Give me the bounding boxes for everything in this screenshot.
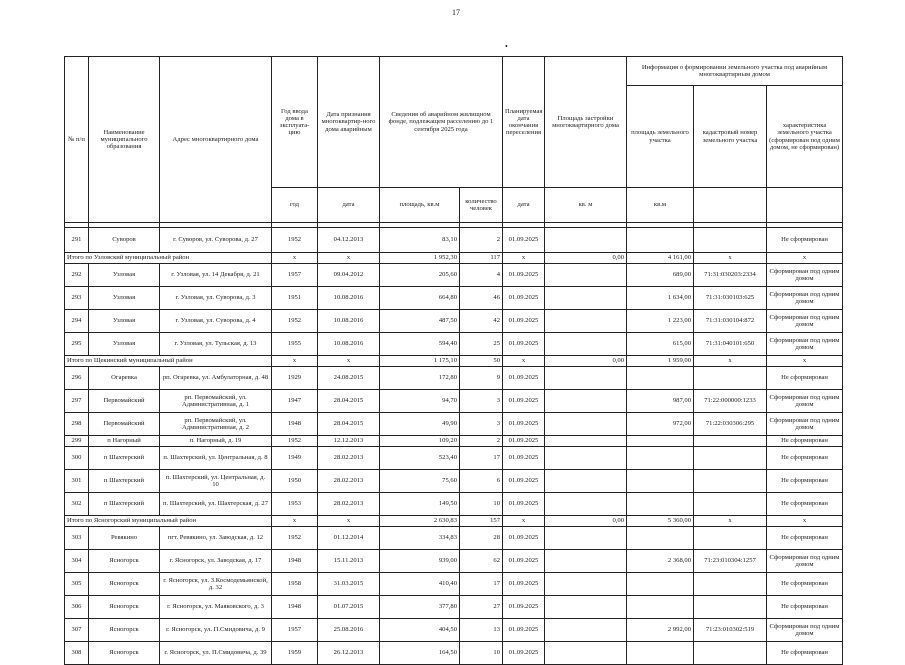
cell-planned-date: 01.09.2025 (503, 264, 545, 287)
cell-land-char: Не сформирован (767, 642, 843, 665)
cell-year: 1953 (272, 493, 318, 516)
cell-date: 10.08.2016 (318, 333, 380, 356)
cell-people: 3 (460, 413, 503, 436)
cell-cadastral (694, 367, 767, 390)
cell-built-area (545, 596, 627, 619)
cell-year: 1952 (272, 527, 318, 550)
cell-date: 01.07.2015 (318, 596, 380, 619)
table-row (65, 493, 843, 516)
cell-municipality: Первомайский (89, 413, 160, 436)
cell-built-area (545, 447, 627, 470)
cell-date: 28.02.2013 (318, 447, 380, 470)
cell-planned-date: 01.09.2025 (503, 228, 545, 253)
cell-year: 1957 (272, 264, 318, 287)
cell-year: 1952 (272, 228, 318, 253)
cell-people: 13 (460, 619, 503, 642)
cell-date: 10.08.2016 (318, 287, 380, 310)
page-mark: • (505, 42, 508, 51)
unit-year: год (272, 188, 318, 223)
cell-planned-date: 01.09.2025 (503, 642, 545, 665)
cell-cadastral (694, 436, 767, 447)
cell-address: г. Ясногорск, ул. Маяковского, д. 3 (160, 596, 272, 619)
cell-land-area: 4 161,00 (627, 253, 694, 264)
cell-year: 1952 (272, 310, 318, 333)
table-row (65, 527, 843, 550)
cell-num: 301 (65, 470, 89, 493)
header-built-area: Площадь застройки многоквартирного дома (545, 57, 627, 188)
cell-municipality: Ясногорск (89, 550, 160, 573)
cell-year: x (272, 516, 318, 527)
cell-land-char: Не сформирован (767, 596, 843, 619)
cell-land-area: 987,00 (627, 390, 694, 413)
unit-planned-date: дата (503, 188, 545, 223)
cell-year: 1948 (272, 413, 318, 436)
cell-municipality: Ясногорск (89, 619, 160, 642)
unit-land-area: кв.м (627, 188, 694, 223)
cell-date: 28.02.2013 (318, 493, 380, 516)
cell-municipality: Узловая (89, 333, 160, 356)
cell-land-area: 2 368,00 (627, 550, 694, 573)
cell-land-area (627, 527, 694, 550)
cell-date: 28.04.2015 (318, 390, 380, 413)
cell-area: 172,80 (380, 367, 460, 390)
table-row (65, 367, 843, 390)
cell-num: 305 (65, 573, 89, 596)
cell-cadastral (694, 447, 767, 470)
cell-municipality: Ясногорск (89, 573, 160, 596)
cell-year: 1955 (272, 333, 318, 356)
cell-land-area (627, 367, 694, 390)
cell-num: 292 (65, 264, 89, 287)
cell-cadastral: 71:23:010302:519 (694, 619, 767, 642)
cell-built-area (545, 287, 627, 310)
header-land-area: площадь земельного участка (627, 86, 694, 188)
cell-date: x (318, 516, 380, 527)
cell-land-area (627, 642, 694, 665)
cell-land-char: Сформирован под одним домом (767, 287, 843, 310)
cell-built-area (545, 470, 627, 493)
cell-cadastral: 71:31:030103:625 (694, 287, 767, 310)
header-planned-date: Планируемая дата окончания переселения (503, 57, 545, 188)
cell-planned-date: x (503, 516, 545, 527)
cell-people: 62 (460, 550, 503, 573)
cell-people: 10 (460, 642, 503, 665)
unit-date: дата (318, 188, 380, 223)
table-body (65, 228, 843, 665)
cell-cadastral: 71:22:030306:295 (694, 413, 767, 436)
cell-cadastral (694, 228, 767, 253)
cell-land-area: 1 634,00 (627, 287, 694, 310)
cell-planned-date: 01.09.2025 (503, 527, 545, 550)
cell-num: 291 (65, 228, 89, 253)
cell-land-area: 1 223,00 (627, 310, 694, 333)
cell-year: 1959 (272, 642, 318, 665)
cell-built-area (545, 413, 627, 436)
cell-people: 46 (460, 287, 503, 310)
cell-cadastral: x (694, 516, 767, 527)
cell-year: x (272, 356, 318, 367)
cell-area: 594,40 (380, 333, 460, 356)
cell-date: 26.12.2013 (318, 642, 380, 665)
cell-num: 302 (65, 493, 89, 516)
cell-land-area: 5 360,00 (627, 516, 694, 527)
page-number: 17 (452, 8, 460, 17)
cell-built-area (545, 228, 627, 253)
cell-municipality: Первомайский (89, 390, 160, 413)
unit-residents: количество человек (460, 188, 503, 223)
header-year: Год ввода дома в эксплуата-цию (272, 57, 318, 188)
cell-cadastral: 71:31:030104:872 (694, 310, 767, 333)
cell-area: 49,90 (380, 413, 460, 436)
cell-municipality: п Шахтерский (89, 447, 160, 470)
cell-date: 12.12.2013 (318, 436, 380, 447)
cell-built-area (545, 390, 627, 413)
cell-year: 1947 (272, 390, 318, 413)
cell-num: 303 (65, 527, 89, 550)
table-row (65, 550, 843, 573)
cell-address: г. Узловая, ул. Суворова, д. 4 (160, 310, 272, 333)
total-row (65, 356, 843, 367)
header-land-info: Информация о формировании земельного участка под аварийным многоквартирным домом (627, 57, 843, 86)
cell-planned-date: 01.09.2025 (503, 413, 545, 436)
cell-address: г. Узловая, ул. Суворова, д. 3 (160, 287, 272, 310)
cell-land-area (627, 436, 694, 447)
cell-land-char: Не сформирован (767, 573, 843, 596)
cell-year: x (272, 253, 318, 264)
cell-num: 304 (65, 550, 89, 573)
cell-land-area: 615,00 (627, 333, 694, 356)
cell-people: 3 (460, 390, 503, 413)
cell-address: рп. Первомайский, ул. Административная, д. 1 (160, 390, 272, 413)
cell-date: 15.11.2013 (318, 550, 380, 573)
cell-num: 299 (65, 436, 89, 447)
table-row (65, 228, 843, 253)
cell-built-area (545, 367, 627, 390)
cell-planned-date: 01.09.2025 (503, 573, 545, 596)
header-municipality: Наименование муниципального образования (89, 57, 160, 223)
cell-built-area (545, 493, 627, 516)
cell-people: 10 (460, 493, 503, 516)
unit-land-char (767, 188, 843, 223)
cell-num: 306 (65, 596, 89, 619)
cell-address: г. Узловая, ул. 14 Декабря, д. 21 (160, 264, 272, 287)
cell-people: 2 (460, 436, 503, 447)
table-row (65, 287, 843, 310)
cell-built-area (545, 264, 627, 287)
total-label: Итого по Узловский муниципальный район (65, 253, 272, 264)
cell-people: 6 (460, 470, 503, 493)
cell-area: 75,60 (380, 470, 460, 493)
cell-municipality: Ясногорск (89, 596, 160, 619)
cell-people: 4 (460, 264, 503, 287)
cell-people: 28 (460, 527, 503, 550)
cell-planned-date: 01.09.2025 (503, 333, 545, 356)
cell-cadastral: 71:31:040101:650 (694, 333, 767, 356)
cell-built-area (545, 550, 627, 573)
cell-municipality: п Нагорный (89, 436, 160, 447)
cell-people: 25 (460, 333, 503, 356)
cell-cadastral: x (694, 356, 767, 367)
table-row (65, 310, 843, 333)
header-land-char: характеристика земельного участка (сформирован под одним домом, не сформирован) (767, 86, 843, 188)
table-row (65, 619, 843, 642)
cell-people: 157 (460, 516, 503, 527)
cell-num: 307 (65, 619, 89, 642)
cell-land-char: Сформирован под одним домом (767, 550, 843, 573)
cell-planned-date: 01.09.2025 (503, 287, 545, 310)
cell-year: 1929 (272, 367, 318, 390)
cell-date: 24.08.2015 (318, 367, 380, 390)
cell-num: 294 (65, 310, 89, 333)
cell-area: 404,50 (380, 619, 460, 642)
cell-land-char: x (767, 516, 843, 527)
cell-planned-date: 01.09.2025 (503, 367, 545, 390)
cell-planned-date: 01.09.2025 (503, 619, 545, 642)
cell-land-char: Сформирован под одним домом (767, 619, 843, 642)
cell-cadastral (694, 493, 767, 516)
cell-built-area: 0,00 (545, 356, 627, 367)
cell-area: 487,50 (380, 310, 460, 333)
cell-area: 939,00 (380, 550, 460, 573)
cell-area: 109,20 (380, 436, 460, 447)
cell-planned-date: 01.09.2025 (503, 390, 545, 413)
cell-cadastral (694, 642, 767, 665)
cell-year: 1949 (272, 447, 318, 470)
cell-people: 17 (460, 573, 503, 596)
cell-land-area: 1 959,00 (627, 356, 694, 367)
cell-address: г. Ясногорск, ул. П.Смидовича, д. 39 (160, 642, 272, 665)
cell-date: 04.12.2013 (318, 228, 380, 253)
cell-date: 28.04.2015 (318, 413, 380, 436)
cell-address: г. Ясногорск, ул. З.Космодемьянской, д. 32 (160, 573, 272, 596)
header-date-emergency: Дата признания многоквартир-ного дома аварийным (318, 57, 380, 188)
emergency-housing-table (64, 56, 843, 665)
cell-date: x (318, 253, 380, 264)
cell-year: 1952 (272, 436, 318, 447)
cell-land-area: 972,00 (627, 413, 694, 436)
cell-date: x (318, 356, 380, 367)
cell-people: 27 (460, 596, 503, 619)
table-row (65, 413, 843, 436)
cell-year: 1957 (272, 619, 318, 642)
cell-address: рп. Первомайский, ул. Административная, д. 2 (160, 413, 272, 436)
table-row (65, 470, 843, 493)
table-row (65, 596, 843, 619)
cell-area: 205,60 (380, 264, 460, 287)
cell-planned-date: 01.09.2025 (503, 436, 545, 447)
cell-municipality: Суворов (89, 228, 160, 253)
unit-built-area: кв. м (545, 188, 627, 223)
cell-date: 10.08.2016 (318, 310, 380, 333)
table-row (65, 447, 843, 470)
cell-municipality: п Шахтерский (89, 493, 160, 516)
cell-municipality: Узловая (89, 264, 160, 287)
cell-land-char: Сформирован под одним домом (767, 333, 843, 356)
cell-area: 149,50 (380, 493, 460, 516)
cell-municipality: Узловая (89, 310, 160, 333)
cell-area: 523,40 (380, 447, 460, 470)
cell-municipality: п Шахтерский (89, 470, 160, 493)
cell-built-area: 0,00 (545, 253, 627, 264)
cell-built-area (545, 619, 627, 642)
cell-land-char: Не сформирован (767, 367, 843, 390)
cell-address: рп. Огаревка, ул. Амбулаторная, д. 48 (160, 367, 272, 390)
cell-address: г. Узловая, ул. Тульская, д. 13 (160, 333, 272, 356)
cell-area: 83,10 (380, 228, 460, 253)
cell-area: 164,50 (380, 642, 460, 665)
table-row (65, 642, 843, 665)
cell-area: 410,40 (380, 573, 460, 596)
cell-people: 9 (460, 367, 503, 390)
cell-municipality: Ясногорск (89, 642, 160, 665)
cell-cadastral (694, 527, 767, 550)
header-cadastral: кадастровый номер земельного участка (694, 86, 767, 188)
cell-land-area: 2 992,00 (627, 619, 694, 642)
cell-num: 300 (65, 447, 89, 470)
total-row (65, 516, 843, 527)
cell-land-char: Не сформирован (767, 447, 843, 470)
cell-address: п. Шахтерский, ул. Центральная, д. 8 (160, 447, 272, 470)
cell-land-area (627, 573, 694, 596)
cell-address: г. Ясногорск, ул. П.Смидовича, д. 9 (160, 619, 272, 642)
cell-built-area (545, 436, 627, 447)
cell-land-char: Не сформирован (767, 470, 843, 493)
cell-year: 1951 (272, 287, 318, 310)
cell-cadastral (694, 596, 767, 619)
cell-address: пгт. Ревякино, ул. Заводская, д. 12 (160, 527, 272, 550)
cell-land-area (627, 447, 694, 470)
cell-year: 1958 (272, 573, 318, 596)
cell-address: п. Шахтерский, ул. Шахтерская, д. 27 (160, 493, 272, 516)
total-label: Итого по Щекинский муниципальный район (65, 356, 272, 367)
cell-people: 50 (460, 356, 503, 367)
cell-date: 31.03.2015 (318, 573, 380, 596)
cell-address: г. Ясногорск, ул. Заводская, д. 17 (160, 550, 272, 573)
cell-municipality: Узловая (89, 287, 160, 310)
header-address: Адрес многоквартирного дома (160, 57, 272, 223)
table-row (65, 333, 843, 356)
table-header (65, 57, 843, 228)
cell-people: 17 (460, 447, 503, 470)
total-row (65, 253, 843, 264)
cell-address: п. Нагорный, д. 19 (160, 436, 272, 447)
cell-cadastral: 71:22:000000:1233 (694, 390, 767, 413)
cell-year: 1948 (272, 550, 318, 573)
cell-area: 664,80 (380, 287, 460, 310)
cell-land-area: 689,00 (627, 264, 694, 287)
header-fund-info: Сведения об аварийном жилищном фонде, подлежащем расселению до 1 сентября 2025 года (380, 57, 503, 188)
cell-municipality: Ревякино (89, 527, 160, 550)
cell-land-char: Не сформирован (767, 436, 843, 447)
cell-date: 28.02.2013 (318, 470, 380, 493)
cell-land-area (627, 493, 694, 516)
header-num: № п/п (65, 57, 89, 223)
cell-cadastral (694, 573, 767, 596)
cell-year: 1950 (272, 470, 318, 493)
cell-area: 1 952,30 (380, 253, 460, 264)
cell-planned-date: 01.09.2025 (503, 470, 545, 493)
cell-planned-date: x (503, 356, 545, 367)
unit-cadastral (694, 188, 767, 223)
cell-cadastral: 71:31:030203:2334 (694, 264, 767, 287)
unit-area: площадь, кв.м (380, 188, 460, 223)
cell-num: 308 (65, 642, 89, 665)
cell-address: г. Суворов, ул. Суворова, д. 27 (160, 228, 272, 253)
cell-people: 42 (460, 310, 503, 333)
cell-land-char: Сформирован под одним домом (767, 264, 843, 287)
cell-area: 94,70 (380, 390, 460, 413)
total-label: Итого по Ясногорский муниципальный район (65, 516, 272, 527)
cell-land-char: Сформирован под одним домом (767, 310, 843, 333)
cell-land-char: x (767, 253, 843, 264)
cell-area: 377,80 (380, 596, 460, 619)
cell-people: 2 (460, 228, 503, 253)
cell-planned-date: 01.09.2025 (503, 447, 545, 470)
cell-planned-date: 01.09.2025 (503, 550, 545, 573)
cell-cadastral (694, 470, 767, 493)
cell-land-area (627, 228, 694, 253)
cell-built-area (545, 642, 627, 665)
cell-area: 1 175,10 (380, 356, 460, 367)
cell-planned-date: 01.09.2025 (503, 310, 545, 333)
cell-num: 298 (65, 413, 89, 436)
cell-num: 293 (65, 287, 89, 310)
table-row (65, 573, 843, 596)
table-row (65, 264, 843, 287)
table-row (65, 390, 843, 413)
cell-land-char: Не сформирован (767, 493, 843, 516)
cell-built-area (545, 310, 627, 333)
cell-cadastral: 71:23:010304:1257 (694, 550, 767, 573)
cell-num: 297 (65, 390, 89, 413)
cell-people: 117 (460, 253, 503, 264)
cell-land-char: Не сформирован (767, 527, 843, 550)
cell-date: 09.04.2012 (318, 264, 380, 287)
cell-planned-date: x (503, 253, 545, 264)
cell-land-char: Не сформирован (767, 228, 843, 253)
cell-built-area (545, 573, 627, 596)
cell-land-char: Сформирован под одним домом (767, 390, 843, 413)
cell-built-area (545, 333, 627, 356)
cell-num: 295 (65, 333, 89, 356)
cell-planned-date: 01.09.2025 (503, 493, 545, 516)
cell-planned-date: 01.09.2025 (503, 596, 545, 619)
cell-date: 01.12.2014 (318, 527, 380, 550)
cell-address: п. Шахтерский, ул. Центральная, д. 10 (160, 470, 272, 493)
cell-built-area: 0,00 (545, 516, 627, 527)
cell-land-area (627, 596, 694, 619)
cell-land-area (627, 470, 694, 493)
cell-built-area (545, 527, 627, 550)
cell-area: 2 630,83 (380, 516, 460, 527)
table-row (65, 436, 843, 447)
cell-land-char: x (767, 356, 843, 367)
cell-land-char: Сформирован под одним домом (767, 413, 843, 436)
cell-year: 1948 (272, 596, 318, 619)
cell-cadastral: x (694, 253, 767, 264)
cell-municipality: Огаревка (89, 367, 160, 390)
cell-date: 25.08.2016 (318, 619, 380, 642)
cell-area: 334,83 (380, 527, 460, 550)
cell-num: 296 (65, 367, 89, 390)
